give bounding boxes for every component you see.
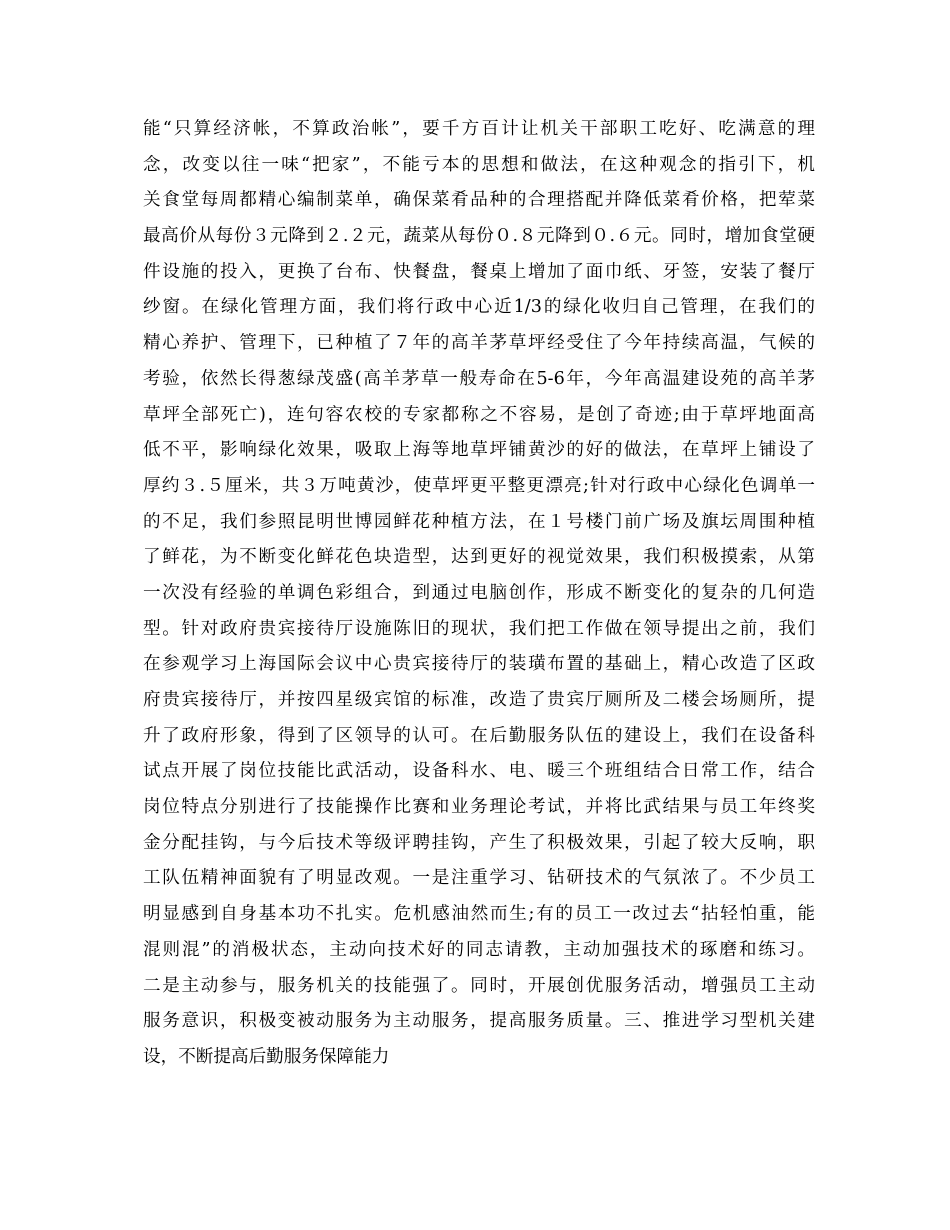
text-line-2: 念，改变以往一味“把家”，不能亏本的思想和做法，在这种观念的指引下，机 [143,154,815,175]
text-line-20: 岗位特点分别进行了技能操作比赛和业务理论考试，并将比武结果与员工年终奖 [143,797,815,818]
text-line-25: 二是主动参与，服务机关的技能强了。同时，开展创优服务活动，增强员工主动 [143,975,815,996]
text-line-6: 纱窗。在绿化管理方面，我们将行政中心近1/3的绿化收归自己管理，在我们的 [143,297,815,318]
text-line-19: 试点开展了岗位技能比武活动，设备科水、电、暖三个班组结合日常工作，结合 [143,761,815,782]
text-line-9: 草坪全部死亡)，连句容农校的专家都称之不容易，是创了奇迹;由于草坪地面高 [143,404,815,425]
text-line-24: 混则混”的消极状态，主动向技术好的同志请教，主动加强技术的琢磨和练习。 [143,939,815,960]
text-line-8: 考验，依然长得葱绿茂盛(高羊茅草一般寿命在5-6年，今年高温建设苑的高羊茅 [143,368,815,389]
text-line-10: 低不平，影响绿化效果，吸取上海等地草坪铺黄沙的好的做法，在草坪上铺设了 [143,440,815,461]
text-line-14: 一次没有经验的单调色彩组合，到通过电脑创作，形成不断变化的复杂的几何造 [143,582,815,603]
text-line-23: 明显感到自身基本功不扎实。危机感油然而生;有的员工一改过去“拈轻怕重，能 [143,904,815,925]
text-line-3: 关食堂每周都精心编制菜单，确保菜肴品种的合理搭配并降低菜肴价格，把荤菜 [143,190,815,211]
text-line-15: 型。针对政府贵宾接待厅设施陈旧的现状，我们把工作做在领导提出之前，我们 [143,618,815,639]
text-line-5: 件设施的投入，更换了台布、快餐盘，餐桌上增加了面巾纸、牙签，安装了餐厅 [143,261,815,282]
text-line-17: 府贵宾接待厅，并按四星级宾馆的标准，改造了贵宾厅厕所及二楼会场厕所，提 [143,690,815,710]
text-line-26: 服务意识，积极变被动服务为主动服务，提高服务质量。三、推进学习型机关建 [143,1011,815,1032]
text-line-7: 精心养护、管理下，已种植了７年的高羊茅草坪经受住了今年持续高温，气候的 [143,333,815,354]
text-line-4: 最高价从每份３元降到２.２元，蔬菜从每份０.８元降到０.６元。同时，增加食堂硬 [143,226,815,247]
text-line-11: 厚约３.５厘米，共３万吨黄沙，使草坪更平整更漂亮;针对行政中心绿化色调单一 [143,475,815,496]
text-line-18: 升了政府形象，得到了区领导的认可。在后勤服务队伍的建设上，我们在设备科 [143,725,815,746]
text-line-27: 设，不断提高后勤服务保障能力 [143,1046,390,1067]
text-line-16: 在参观学习上海国际会议中心贵宾接待厅的装璜布置的基础上，精心改造了区政 [143,654,815,675]
text-line-1: 能“只算经济帐，不算政治帐”，要千方百计让机关干部职工吃好、吃满意的理 [143,119,815,139]
text-line-22: 工队伍精神面貌有了明显改观。一是注重学习、钻研技术的气氛浓了。不少员工 [143,868,815,889]
text-line-12: 的不足，我们参照昆明世博园鲜花种植方法，在１号楼门前广场及旗坛周围种植 [143,511,815,532]
text-line-21: 金分配挂钩，与今后技术等级评聘挂钩，产生了积极效果，引起了较大反响，职 [143,832,815,853]
body-paragraph [143,112,815,1076]
text-line-13: 了鲜花，为不断变化鲜花色块造型，达到更好的视觉效果，我们积极摸索，从第 [143,547,815,568]
